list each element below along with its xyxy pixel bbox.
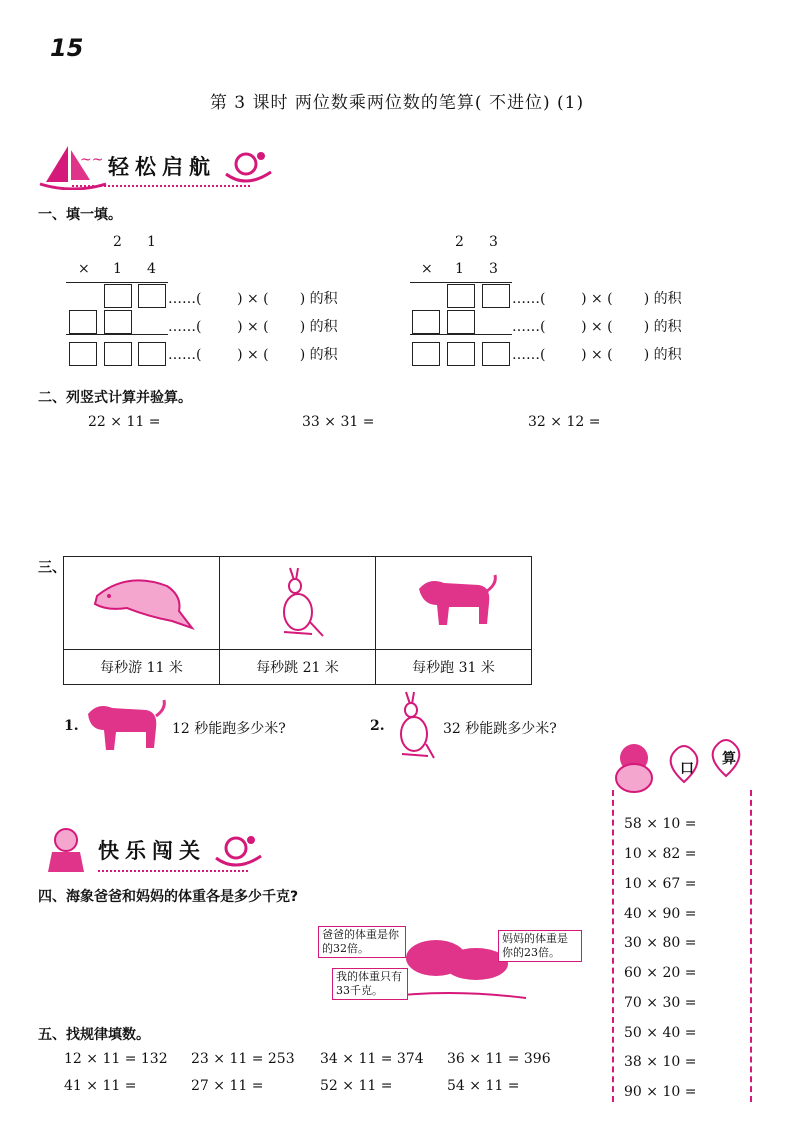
banner-title: 轻松启航 [108, 155, 216, 179]
pattern-problem: 52 × 11 = [320, 1078, 393, 1094]
section-one-heading: 一、填一填。 [38, 207, 122, 223]
answer-box[interactable] [482, 284, 510, 308]
banner-easy-start [38, 142, 276, 190]
oral-calc-item: 50 × 40 = [624, 1025, 697, 1041]
animal-caption: 每秒游 11 米 [64, 650, 220, 685]
dolphin-cell [64, 557, 220, 650]
answer-box[interactable] [104, 310, 132, 334]
page-number: 15 [50, 34, 84, 62]
oral-calc-title-char: 口 [680, 761, 694, 777]
oral-calc-item: 30 × 80 = [624, 935, 697, 951]
baby-speech-bubble: 我的体重只有33千克。 [332, 968, 408, 1000]
decorative-swirl-icon [206, 828, 266, 872]
question-number: 2. [370, 718, 385, 734]
oral-calc-item: 58 × 10 = [624, 816, 697, 832]
tiger-icon [80, 698, 168, 752]
banner-underline [98, 870, 248, 876]
product-label: ……( ) × ( ) 的积 [512, 291, 682, 307]
section-three-heading: 三、 [38, 560, 66, 576]
multiply-sign: × [421, 261, 433, 277]
dolphin-icon [87, 566, 197, 636]
svg-text:~~: ~~ [80, 152, 104, 168]
calc-line [410, 282, 512, 283]
answer-box[interactable] [69, 310, 97, 334]
pattern-example: 36 × 11 = 396 [447, 1051, 551, 1067]
dad-speech-bubble: 爸爸的体重是你的32倍。 [318, 926, 406, 958]
top-digit: 2 [455, 234, 464, 250]
oral-calc-item: 90 × 10 = [624, 1084, 697, 1100]
bottom-digit: 4 [147, 261, 156, 277]
section-four-heading: 四、海象爸爸和妈妈的体重各是多少千克? [38, 889, 299, 905]
kangaroo-icon [392, 688, 436, 762]
pattern-problem: 41 × 11 = [64, 1078, 137, 1094]
product-label: ……( ) × ( ) 的积 [168, 347, 338, 363]
section-five-heading: 五、找规律填数。 [38, 1027, 150, 1043]
answer-box[interactable] [138, 342, 166, 366]
child-character-icon [38, 826, 98, 874]
section-two-heading: 二、列竖式计算并验算。 [38, 390, 192, 406]
banner-happy-challenge [38, 826, 266, 874]
answer-box[interactable] [447, 342, 475, 366]
calc-line [66, 334, 168, 335]
vertical-calc-problem: 32 × 12 = [528, 414, 601, 430]
answer-box[interactable] [104, 342, 132, 366]
animal-caption: 每秒跑 31 米 [376, 650, 532, 685]
oral-calc-item: 60 × 20 = [624, 965, 697, 981]
banner-underline [72, 185, 250, 191]
answer-box[interactable] [104, 284, 132, 308]
banner-title: 快乐闯关 [98, 839, 206, 863]
kangaroo-icon [268, 562, 328, 640]
question-text: 32 秒能跳多少米? [443, 721, 557, 737]
pattern-problem: 54 × 11 = [447, 1078, 520, 1094]
pattern-example: 34 × 11 = 374 [320, 1051, 424, 1067]
question-number: 1. [64, 718, 79, 734]
answer-box[interactable] [69, 342, 97, 366]
sailboat-icon [38, 142, 108, 190]
vertical-calc-problem: 33 × 31 = [302, 414, 375, 430]
top-digit: 3 [489, 234, 498, 250]
pattern-example: 12 × 11 = 132 [64, 1051, 168, 1067]
oral-calc-item: 70 × 30 = [624, 995, 697, 1011]
decorative-swirl-icon [216, 144, 276, 188]
pattern-problem: 27 × 11 = [191, 1078, 264, 1094]
question-text: 12 秒能跑多少米? [172, 721, 286, 737]
answer-box[interactable] [482, 342, 510, 366]
mom-speech-bubble: 妈妈的体重是你的23倍。 [498, 930, 582, 962]
pattern-example: 23 × 11 = 253 [191, 1051, 295, 1067]
answer-box[interactable] [447, 310, 475, 334]
product-label: ……( ) × ( ) 的积 [168, 291, 338, 307]
product-label: ……( ) × ( ) 的积 [512, 347, 682, 363]
top-digit: 1 [147, 234, 156, 250]
kangaroo-cell [220, 557, 376, 650]
oral-calc-title-char: 算 [722, 751, 736, 767]
answer-box[interactable] [138, 284, 166, 308]
answer-box[interactable] [447, 284, 475, 308]
tiger-icon [409, 569, 499, 633]
product-label: ……( ) × ( ) 的积 [168, 319, 338, 335]
oral-calc-item: 38 × 10 = [624, 1054, 697, 1070]
answer-box[interactable] [412, 342, 440, 366]
multiply-sign: × [78, 261, 90, 277]
bottom-digit: 1 [113, 261, 122, 277]
calc-line [410, 334, 512, 335]
calc-line [66, 282, 168, 283]
tiger-cell [376, 557, 532, 650]
animal-caption: 每秒跳 21 米 [220, 650, 376, 685]
answer-box[interactable] [412, 310, 440, 334]
lesson-title: 第 3 课时 两位数乘两位数的笔算( 不进位) (1) [209, 93, 585, 113]
animal-speed-table [63, 556, 532, 685]
top-digit: 2 [113, 234, 122, 250]
oral-calc-item: 10 × 67 = [624, 876, 697, 892]
bottom-digit: 3 [489, 261, 498, 277]
product-label: ……( ) × ( ) 的积 [512, 319, 682, 335]
oral-calc-item: 10 × 82 = [624, 846, 697, 862]
vertical-calc-problem: 22 × 11 = [88, 414, 161, 430]
oral-calc-item: 40 × 90 = [624, 906, 697, 922]
bottom-digit: 1 [455, 261, 464, 277]
